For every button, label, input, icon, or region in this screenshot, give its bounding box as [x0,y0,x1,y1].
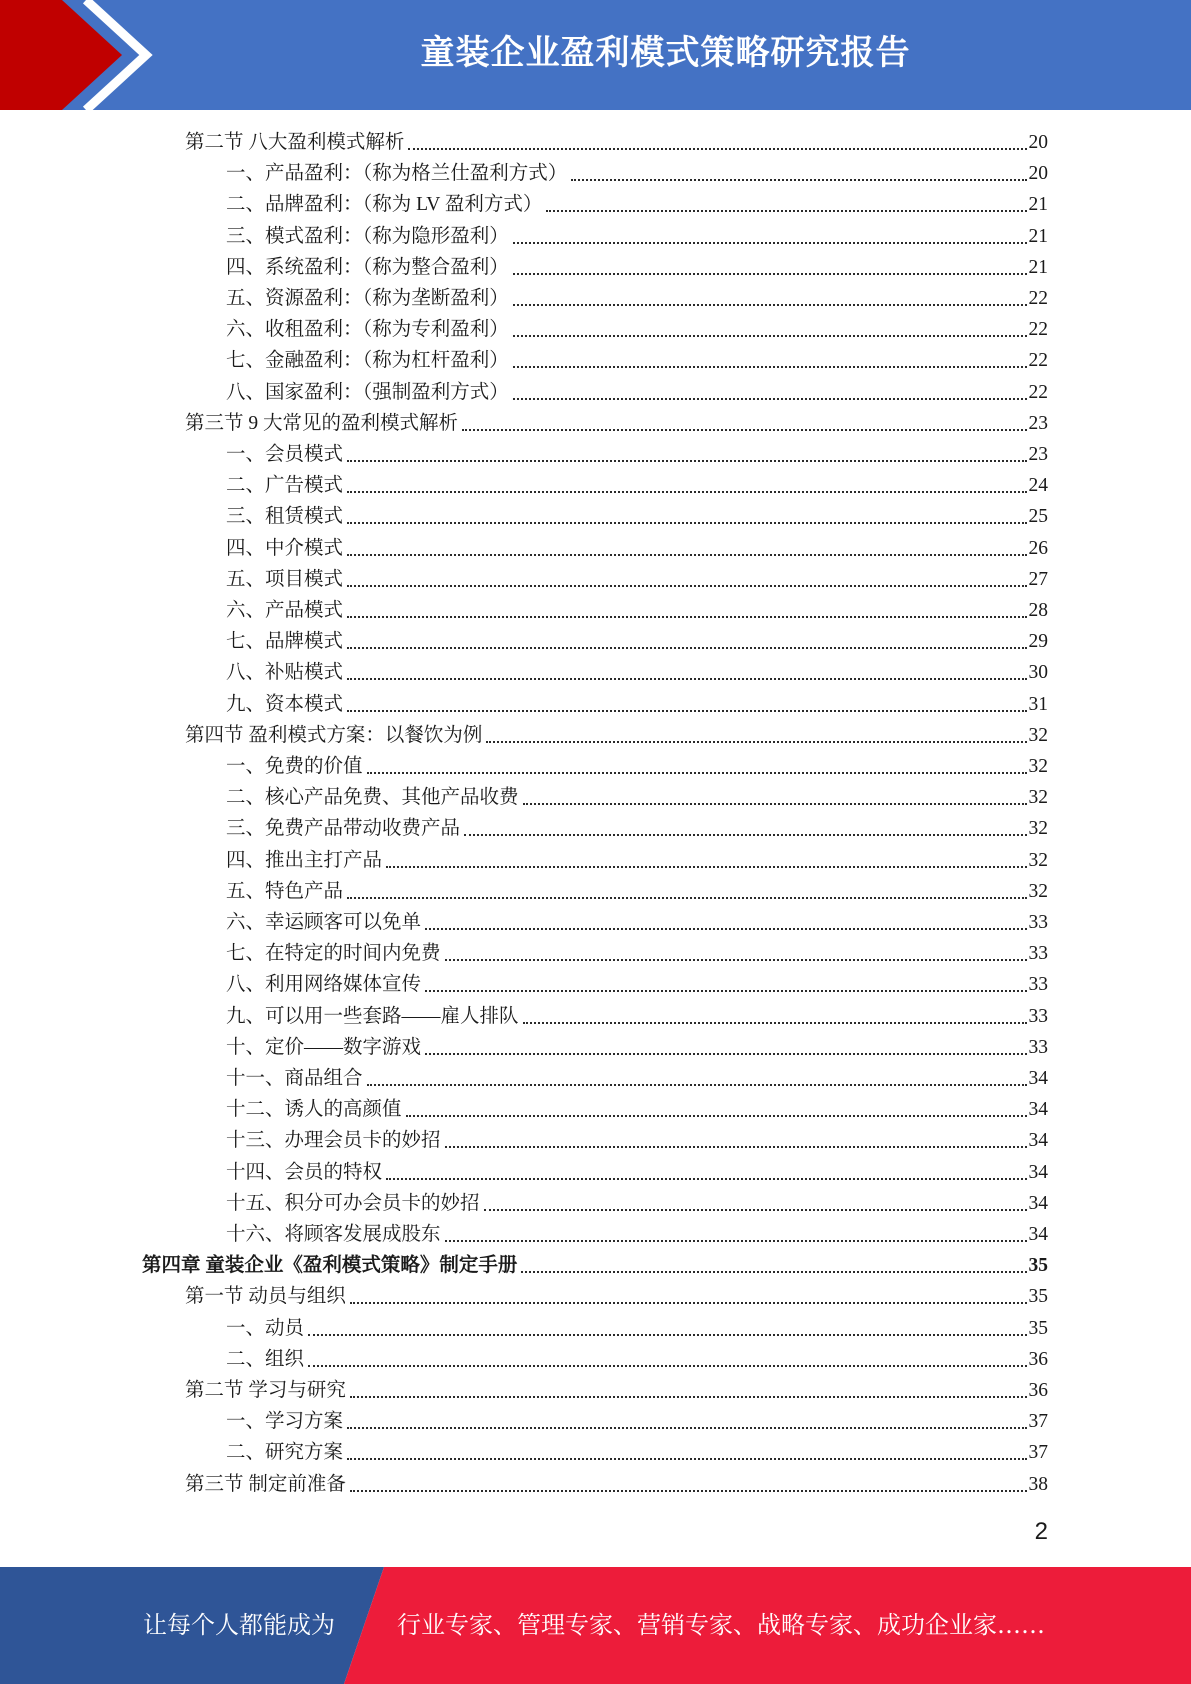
toc-entry-page: 29 [1028,631,1048,653]
toc-leader-dots [308,1365,1026,1367]
toc-leader-dots [513,273,1027,275]
toc-entry-page: 38 [1028,1473,1048,1495]
toc-entry[interactable] [226,751,1048,782]
toc-leader-dots [445,1240,1027,1242]
toc-entry-label: 八、国家盈利：（强制盈利方式） [226,381,509,403]
toc-entry[interactable] [226,1313,1048,1344]
toc-entry[interactable] [226,189,1048,220]
toc-entry-page: 36 [1028,1380,1048,1401]
toc-entry-label: 四、中介模式 [226,537,344,559]
toc-entry-page: 24 [1028,475,1048,497]
toc-entry-label: 六、产品模式 [226,600,344,621]
toc-entry[interactable] [226,158,1048,189]
toc-entry[interactable] [226,470,1048,501]
toc-entry[interactable] [226,345,1048,376]
toc-entry-label: 十四、会员的特权 [226,1161,383,1183]
toc-entry-page: 35 [1028,1255,1048,1277]
toc-leader-dots [347,554,1026,556]
toc-leader-dots [367,1084,1027,1086]
toc-entry-label: 九、可以用一些套路——雇人排队 [226,1005,519,1027]
toc-entry-page: 37 [1028,1411,1048,1433]
toc-entry-label: 十、定价——数字游戏 [226,1036,422,1058]
toc-entry[interactable] [142,1250,1048,1281]
toc-entry-page: 32 [1028,880,1048,902]
toc-entry-page: 34 [1028,1130,1048,1152]
toc-leader-dots [347,460,1026,462]
toc-entry[interactable] [226,564,1048,595]
toc-entry[interactable] [226,689,1048,720]
toc-entry-page: 33 [1028,912,1048,933]
toc-leader-dots [347,647,1026,649]
toc-entry[interactable] [226,533,1048,564]
toc-entry-label: 十六、将顾客发展成股东 [226,1224,441,1245]
toc-entry[interactable] [226,907,1048,938]
toc-entry[interactable] [226,1125,1048,1156]
toc-entry[interactable] [226,1032,1048,1063]
toc-entry-page: 32 [1028,818,1048,840]
toc-leader-dots [486,741,1026,743]
toc-leader-dots [513,335,1027,337]
toc-entry[interactable] [226,845,1048,876]
toc-leader-dots [546,210,1026,212]
toc-entry-page: 32 [1028,849,1048,871]
toc-leader-dots [347,585,1026,587]
toc-entry-label: 第三节 9 大常见的盈利模式解析 [185,412,459,434]
page-header [0,0,1191,110]
toc-entry[interactable] [226,1063,1048,1094]
toc-leader-dots [445,1146,1027,1148]
toc-entry-label: 八、利用网络媒体宣传 [226,974,422,996]
toc-entry-page: 25 [1028,506,1048,528]
toc-entry-page: 26 [1028,537,1048,559]
toc-entry-label: 十五、积分可办会员卡的妙招 [226,1192,480,1214]
toc-entry-label: 十二、诱人的高颜值 [226,1099,402,1121]
toc-entry[interactable] [226,657,1048,688]
toc-entry-page: 33 [1028,1005,1048,1027]
toc-entry[interactable] [226,283,1048,314]
page-number: 2 [1034,1518,1048,1545]
toc-entry[interactable] [185,408,1048,439]
toc-entry-page: 22 [1028,381,1048,403]
toc-leader-dots [523,1022,1027,1024]
toc-leader-dots [425,1053,1026,1055]
toc-entry-label: 二、组织 [226,1348,305,1370]
toc-leader-dots [347,522,1026,524]
toc-entry[interactable] [226,1157,1048,1188]
toc-entry-page: 20 [1028,132,1048,153]
toc-entry[interactable] [226,626,1048,657]
toc-entry[interactable] [226,252,1048,283]
toc-entry[interactable] [226,221,1048,252]
toc-entry[interactable] [226,1094,1048,1125]
toc-entry[interactable] [226,501,1048,532]
toc-leader-dots [386,1178,1026,1180]
toc-entry-page: 35 [1028,1317,1048,1339]
toc-entry-label: 第一节 动员与组织 [185,1286,346,1308]
toc-entry-page: 23 [1028,412,1048,434]
toc-entry-label: 五、特色产品 [226,880,344,902]
toc-entry-label: 二、研究方案 [226,1442,344,1464]
toc-leader-dots [462,429,1026,431]
toc-entry-label: 二、核心产品免费、其他产品收费 [226,787,519,809]
toc-entry-label: 七、品牌模式 [226,631,344,653]
toc-leader-dots [406,1115,1027,1117]
footer-slogan-right: 行业专家、管理专家、营销专家、战略专家、成功企业家…… [397,1611,1045,1639]
toc-leader-dots [571,179,1026,181]
toc-entry-page: 34 [1028,1224,1048,1245]
toc-leader-dots [350,1490,1027,1492]
toc-entry-label: 十一、商品组合 [226,1068,363,1089]
toc-entry-page: 34 [1028,1099,1048,1121]
toc-leader-dots [350,1396,1027,1398]
toc-leader-dots [464,834,1026,836]
toc-entry[interactable] [226,782,1048,813]
toc-entry-page: 34 [1028,1192,1048,1214]
toc-entry-page: 33 [1028,1036,1048,1058]
toc-entry-label: 六、幸运顾客可以免单 [226,912,422,933]
toc-leader-dots [513,242,1027,244]
toc-entry-page: 35 [1028,1286,1048,1308]
toc-entry-label: 四、系统盈利：（称为整合盈利） [226,256,509,278]
toc-entry[interactable] [226,969,1048,1000]
toc-entry-label: 五、资源盈利：（称为垄断盈利） [226,288,509,309]
toc-leader-dots [408,148,1026,150]
toc-leader-dots [347,1427,1026,1429]
toc-entry[interactable] [185,127,1048,158]
toc-leader-dots [350,1302,1027,1304]
toc-entry-label: 第三节 制定前准备 [185,1473,346,1495]
toc-entry[interactable] [226,876,1048,907]
toc-entry-label: 第四章 童装企业《盈利模式策略》制定手册 [142,1255,518,1277]
toc-entry-page: 30 [1028,662,1048,684]
toc-entry-page: 22 [1028,319,1048,341]
toc-entry-page: 32 [1028,724,1048,746]
toc-entry-label: 十三、办理会员卡的妙招 [226,1130,441,1152]
toc-entry-page: 36 [1028,1348,1048,1370]
toc-entry[interactable] [226,314,1048,345]
toc-entry-page: 22 [1028,288,1048,309]
toc-entry-label: 第二节 学习与研究 [185,1380,346,1401]
toc-leader-dots [513,366,1027,368]
toc-leader-dots [347,678,1026,680]
toc-entry-label: 五、项目模式 [226,568,344,590]
toc-entry-label: 二、广告模式 [226,475,344,497]
toc-leader-dots [513,304,1027,306]
toc-entry-page: 37 [1028,1442,1048,1464]
toc-leader-dots [308,1334,1026,1336]
toc-entry-page: 34 [1028,1161,1048,1183]
toc-entry-label: 九、资本模式 [226,693,344,715]
toc-entry-label: 八、补贴模式 [226,662,344,684]
toc-entry-page: 33 [1028,943,1048,965]
toc-entry-label: 一、学习方案 [226,1411,344,1433]
toc-entry-page: 20 [1028,163,1048,185]
toc-leader-dots [347,897,1026,899]
toc-entry-label: 七、在特定的时间内免费 [226,943,441,965]
toc-entry-page: 22 [1028,350,1048,372]
toc-entry[interactable] [226,1219,1048,1250]
toc-entry[interactable] [226,1437,1048,1468]
toc-entry[interactable] [226,1188,1048,1219]
toc-entry-label: 一、动员 [226,1317,305,1339]
toc-entry-label: 三、租赁模式 [226,506,344,528]
toc-entry[interactable] [185,1469,1048,1500]
toc-entry[interactable] [226,377,1048,408]
toc-leader-dots [425,990,1026,992]
toc-leader-dots [386,866,1026,868]
toc-entry[interactable] [226,813,1048,844]
toc-entry[interactable] [226,1406,1048,1437]
toc-leader-dots [367,772,1027,774]
toc-entry-label: 四、推出主打产品 [226,849,383,871]
toc-entry-label: 一、免费的价值 [226,756,363,777]
toc-entry-label: 一、会员模式 [226,444,344,465]
toc-entry[interactable] [226,938,1048,969]
toc-entry-page: 33 [1028,974,1048,996]
footer-slogan-left: 让每个人都能成为 [143,1611,335,1639]
toc-entry[interactable] [226,595,1048,626]
report-title: 童装企业盈利模式策略研究报告 [420,33,911,73]
toc-entry-page: 23 [1028,444,1048,465]
toc-leader-dots [523,803,1027,805]
toc-entry-page: 21 [1028,256,1048,278]
header-arrow-decoration [0,0,160,110]
toc-entry-label: 七、金融盈利：（称为杠杆盈利） [226,350,509,372]
toc-leader-dots [347,1458,1026,1460]
toc-entry-label: 三、模式盈利：（称为隐形盈利） [226,225,509,247]
toc-leader-dots [484,1209,1027,1211]
toc-entry[interactable] [226,439,1048,470]
toc-leader-dots [445,959,1027,961]
toc-entry[interactable] [185,720,1048,751]
toc-leader-dots [347,491,1026,493]
toc-entry-label: 三、免费产品带动收费产品 [226,818,461,840]
toc-leader-dots [425,928,1026,930]
toc-entry[interactable] [226,1001,1048,1032]
toc-entry-label: 二、品牌盈利：（称为 LV 盈利方式） [226,194,543,216]
toc-entry-page: 27 [1028,568,1048,590]
toc-entry[interactable] [185,1375,1048,1406]
toc-entry-page: 21 [1028,194,1048,216]
toc-entry-label: 第四节 盈利模式方案：以餐饮为例 [185,724,483,746]
toc-entry[interactable] [226,1344,1048,1375]
toc-leader-dots [347,616,1026,618]
toc-entry-page: 28 [1028,600,1048,621]
toc-leader-dots [347,710,1026,712]
toc-entry-label: 第二节 八大盈利模式解析 [185,132,405,153]
toc-entry-page: 21 [1028,225,1048,247]
toc-entry-label: 一、产品盈利：（称为格兰仕盈利方式） [226,163,568,185]
toc-entry-page: 32 [1028,756,1048,777]
page-footer [0,1567,1191,1684]
toc-leader-dots [513,398,1027,400]
toc-entry-label: 六、收租盈利：（称为专利盈利） [226,319,509,341]
toc-leader-dots [521,1271,1026,1273]
toc-entry[interactable] [185,1281,1048,1312]
toc-entry-page: 31 [1028,693,1048,715]
toc-entry-page: 32 [1028,787,1048,809]
toc-entry-page: 34 [1028,1068,1048,1089]
